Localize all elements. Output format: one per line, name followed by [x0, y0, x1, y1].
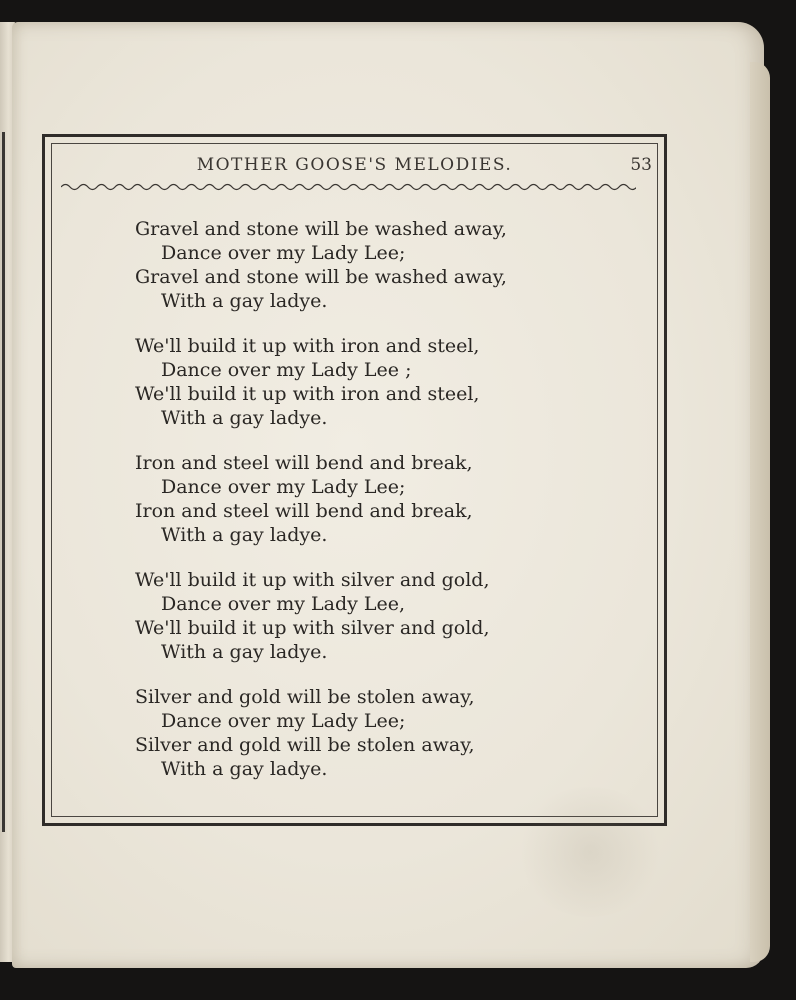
stanza	[135, 334, 615, 430]
poem-line: With a gay ladye.	[161, 407, 328, 429]
poem-line: With a gay ladye.	[161, 758, 328, 780]
poem-line: With a gay ladye.	[161, 641, 328, 663]
page-title: MOTHER GOOSE'S MELODIES.	[196, 155, 513, 175]
poem-line: Dance over my Lady Lee;	[161, 242, 406, 264]
poem	[135, 217, 615, 802]
stanza	[135, 568, 615, 664]
wavy-divider-rule	[61, 181, 636, 193]
poem-line: Dance over my Lady Lee,	[161, 593, 406, 615]
poem-line: Iron and steel will bend and break,	[135, 500, 473, 522]
poem-line: We'll build it up with silver and gold,	[135, 569, 490, 591]
poem-line: With a gay ladye.	[161, 290, 328, 312]
poem-line: Silver and gold will be stolen away,	[135, 734, 475, 756]
left-page-border-rule	[2, 132, 5, 832]
poem-line: We'll build it up with iron and steel,	[135, 335, 480, 357]
poem-line: We'll build it up with silver and gold,	[135, 617, 490, 639]
stanza	[135, 217, 615, 313]
poem-line: With a gay ladye.	[161, 524, 328, 546]
stanza	[135, 451, 615, 547]
poem-line: Dance over my Lady Lee;	[161, 710, 406, 732]
poem-line: We'll build it up with iron and steel,	[135, 383, 480, 405]
show-through-illustration	[515, 787, 665, 917]
poem-line: Gravel and stone will be washed away,	[135, 218, 507, 240]
poem-line: Silver and gold will be stolen away,	[135, 686, 475, 708]
poem-line: Iron and steel will bend and break,	[135, 452, 473, 474]
poem-line: Gravel and stone will be washed away,	[135, 266, 507, 288]
poem-line: Dance over my Lady Lee ;	[161, 359, 412, 381]
page-edge-curl	[750, 62, 770, 962]
stanza	[135, 685, 615, 781]
page-border-frame	[42, 134, 667, 826]
page-number: 53	[630, 155, 652, 175]
poem-line: Dance over my Lady Lee;	[161, 476, 406, 498]
